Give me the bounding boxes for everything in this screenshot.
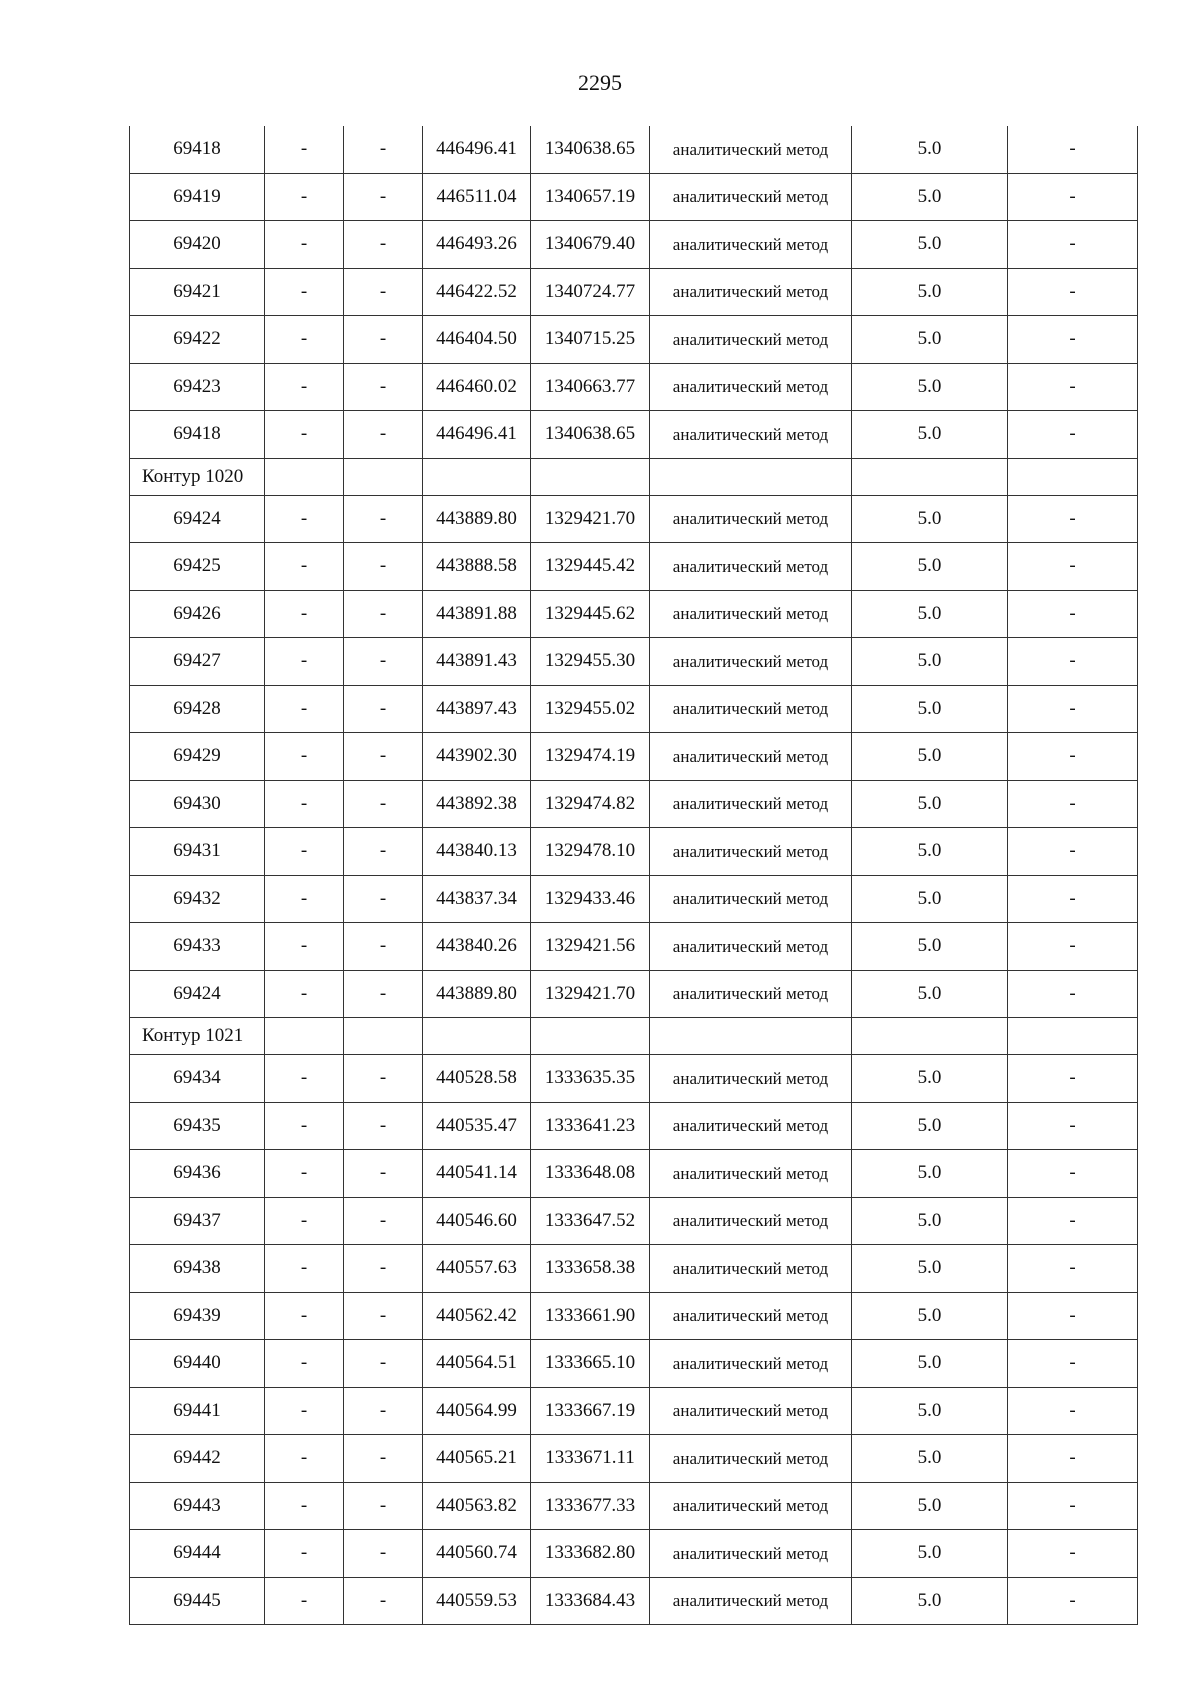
table-row (130, 363, 1138, 411)
point-id-cell: 69436 (130, 1150, 265, 1198)
column-8-cell: - (1008, 173, 1138, 221)
y-coordinate-cell: 1329421.70 (531, 970, 650, 1018)
method-cell: аналитический метод (650, 923, 852, 971)
column-2-cell: - (265, 1150, 344, 1198)
table-row (130, 1245, 1138, 1293)
column-2-cell: - (265, 590, 344, 638)
column-2-cell: - (265, 1245, 344, 1293)
accuracy-cell: 5.0 (852, 828, 1008, 876)
column-8-cell: - (1008, 316, 1138, 364)
method-cell: аналитический метод (650, 173, 852, 221)
point-id-cell: 69435 (130, 1102, 265, 1150)
method-cell: аналитический метод (650, 1150, 852, 1198)
point-id-cell: 69437 (130, 1197, 265, 1245)
x-coordinate-cell: 440564.51 (423, 1340, 531, 1388)
method-cell: аналитический метод (650, 1197, 852, 1245)
column-3-cell: - (344, 923, 423, 971)
column-3-cell: - (344, 970, 423, 1018)
point-id-cell: 69439 (130, 1292, 265, 1340)
column-3-cell: - (344, 1387, 423, 1435)
method-cell: аналитический метод (650, 543, 852, 591)
point-id-cell: 69419 (130, 173, 265, 221)
point-id-cell: 69423 (130, 363, 265, 411)
column-3-cell: - (344, 173, 423, 221)
column-3-cell: - (344, 411, 423, 459)
accuracy-cell: 5.0 (852, 1245, 1008, 1293)
column-2-cell: - (265, 268, 344, 316)
x-coordinate-cell: 440528.58 (423, 1055, 531, 1103)
column-8-cell: - (1008, 495, 1138, 543)
point-id-cell: 69441 (130, 1387, 265, 1435)
x-coordinate-cell: 443889.80 (423, 970, 531, 1018)
point-id-cell: 69430 (130, 780, 265, 828)
x-coordinate-cell: 440546.60 (423, 1197, 531, 1245)
column-3-cell: - (344, 828, 423, 876)
y-coordinate-cell: 1340663.77 (531, 363, 650, 411)
column-8-cell: - (1008, 780, 1138, 828)
contour-header-row (130, 1018, 1138, 1055)
y-coordinate-cell: 1329478.10 (531, 828, 650, 876)
empty-cell (531, 458, 650, 495)
y-coordinate-cell: 1329445.62 (531, 590, 650, 638)
x-coordinate-cell: 446422.52 (423, 268, 531, 316)
x-coordinate-cell: 443897.43 (423, 685, 531, 733)
x-coordinate-cell: 440563.82 (423, 1482, 531, 1530)
point-id-cell: 69431 (130, 828, 265, 876)
column-8-cell: - (1008, 733, 1138, 781)
x-coordinate-cell: 440535.47 (423, 1102, 531, 1150)
point-id-cell: 69433 (130, 923, 265, 971)
column-2-cell: - (265, 1292, 344, 1340)
point-id-cell: 69432 (130, 875, 265, 923)
y-coordinate-cell: 1333667.19 (531, 1387, 650, 1435)
method-cell: аналитический метод (650, 638, 852, 686)
accuracy-cell: 5.0 (852, 1340, 1008, 1388)
accuracy-cell: 5.0 (852, 126, 1008, 173)
method-cell: аналитический метод (650, 126, 852, 173)
column-3-cell: - (344, 1577, 423, 1625)
accuracy-cell: 5.0 (852, 1577, 1008, 1625)
accuracy-cell: 5.0 (852, 638, 1008, 686)
x-coordinate-cell: 443892.38 (423, 780, 531, 828)
column-2-cell: - (265, 828, 344, 876)
accuracy-cell: 5.0 (852, 1435, 1008, 1483)
table-row (130, 1197, 1138, 1245)
column-2-cell: - (265, 1530, 344, 1578)
column-2-cell: - (265, 1340, 344, 1388)
column-3-cell: - (344, 316, 423, 364)
column-3-cell: - (344, 733, 423, 781)
column-8-cell: - (1008, 126, 1138, 173)
accuracy-cell: 5.0 (852, 221, 1008, 269)
x-coordinate-cell: 443840.13 (423, 828, 531, 876)
accuracy-cell: 5.0 (852, 1150, 1008, 1198)
point-id-cell: 69418 (130, 126, 265, 173)
empty-cell (265, 1018, 344, 1055)
x-coordinate-cell: 446460.02 (423, 363, 531, 411)
x-coordinate-cell: 443837.34 (423, 875, 531, 923)
contour-label: Контур 1020 (130, 458, 265, 495)
accuracy-cell: 5.0 (852, 733, 1008, 781)
column-2-cell: - (265, 1577, 344, 1625)
column-3-cell: - (344, 268, 423, 316)
accuracy-cell: 5.0 (852, 1055, 1008, 1103)
column-8-cell: - (1008, 1150, 1138, 1198)
column-2-cell: - (265, 685, 344, 733)
column-2-cell: - (265, 923, 344, 971)
y-coordinate-cell: 1329455.02 (531, 685, 650, 733)
page-number: 2295 (578, 70, 622, 95)
table-row (130, 1482, 1138, 1530)
y-coordinate-cell: 1333682.80 (531, 1530, 650, 1578)
table-row (130, 495, 1138, 543)
table-body (130, 126, 1138, 1625)
empty-cell (423, 1018, 531, 1055)
y-coordinate-cell: 1333661.90 (531, 1292, 650, 1340)
point-id-cell: 69425 (130, 543, 265, 591)
column-8-cell: - (1008, 543, 1138, 591)
empty-cell (852, 458, 1008, 495)
method-cell: аналитический метод (650, 1482, 852, 1530)
table-row (130, 221, 1138, 269)
accuracy-cell: 5.0 (852, 875, 1008, 923)
table-row (130, 733, 1138, 781)
column-2-cell: - (265, 1102, 344, 1150)
column-8-cell: - (1008, 685, 1138, 733)
y-coordinate-cell: 1340638.65 (531, 126, 650, 173)
accuracy-cell: 5.0 (852, 685, 1008, 733)
column-3-cell: - (344, 1482, 423, 1530)
column-2-cell: - (265, 1197, 344, 1245)
table-row (130, 543, 1138, 591)
empty-cell (344, 1018, 423, 1055)
method-cell: аналитический метод (650, 411, 852, 459)
method-cell: аналитический метод (650, 1102, 852, 1150)
column-8-cell: - (1008, 923, 1138, 971)
empty-cell (265, 458, 344, 495)
point-id-cell: 69440 (130, 1340, 265, 1388)
column-2-cell: - (265, 875, 344, 923)
empty-cell (852, 1018, 1008, 1055)
y-coordinate-cell: 1333641.23 (531, 1102, 650, 1150)
y-coordinate-cell: 1333684.43 (531, 1577, 650, 1625)
column-8-cell: - (1008, 268, 1138, 316)
x-coordinate-cell: 440560.74 (423, 1530, 531, 1578)
column-2-cell: - (265, 638, 344, 686)
table-row (130, 1292, 1138, 1340)
x-coordinate-cell: 440541.14 (423, 1150, 531, 1198)
point-id-cell: 69434 (130, 1055, 265, 1103)
column-8-cell: - (1008, 363, 1138, 411)
column-2-cell: - (265, 1482, 344, 1530)
y-coordinate-cell: 1329445.42 (531, 543, 650, 591)
table-row (130, 1055, 1138, 1103)
empty-cell (650, 458, 852, 495)
y-coordinate-cell: 1340638.65 (531, 411, 650, 459)
method-cell: аналитический метод (650, 685, 852, 733)
column-3-cell: - (344, 126, 423, 173)
point-id-cell: 69420 (130, 221, 265, 269)
y-coordinate-cell: 1329474.19 (531, 733, 650, 781)
column-2-cell: - (265, 411, 344, 459)
table-row (130, 411, 1138, 459)
y-coordinate-cell: 1340657.19 (531, 173, 650, 221)
column-8-cell: - (1008, 1482, 1138, 1530)
column-8-cell: - (1008, 590, 1138, 638)
empty-cell (650, 1018, 852, 1055)
method-cell: аналитический метод (650, 1245, 852, 1293)
coordinates-table (129, 126, 1138, 1625)
table-row (130, 1340, 1138, 1388)
method-cell: аналитический метод (650, 1055, 852, 1103)
y-coordinate-cell: 1329433.46 (531, 875, 650, 923)
x-coordinate-cell: 443888.58 (423, 543, 531, 591)
point-id-cell: 69444 (130, 1530, 265, 1578)
accuracy-cell: 5.0 (852, 1102, 1008, 1150)
empty-cell (1008, 1018, 1138, 1055)
y-coordinate-cell: 1340715.25 (531, 316, 650, 364)
column-8-cell: - (1008, 1435, 1138, 1483)
column-3-cell: - (344, 543, 423, 591)
x-coordinate-cell: 440565.21 (423, 1435, 531, 1483)
y-coordinate-cell: 1333671.11 (531, 1435, 650, 1483)
column-2-cell: - (265, 1435, 344, 1483)
y-coordinate-cell: 1333648.08 (531, 1150, 650, 1198)
column-2-cell: - (265, 363, 344, 411)
table-row (130, 1150, 1138, 1198)
column-2-cell: - (265, 780, 344, 828)
y-coordinate-cell: 1329421.56 (531, 923, 650, 971)
column-2-cell: - (265, 495, 344, 543)
accuracy-cell: 5.0 (852, 268, 1008, 316)
x-coordinate-cell: 440564.99 (423, 1387, 531, 1435)
method-cell: аналитический метод (650, 316, 852, 364)
point-id-cell: 69426 (130, 590, 265, 638)
column-3-cell: - (344, 590, 423, 638)
accuracy-cell: 5.0 (852, 1197, 1008, 1245)
column-8-cell: - (1008, 1387, 1138, 1435)
column-8-cell: - (1008, 1055, 1138, 1103)
column-8-cell: - (1008, 1245, 1138, 1293)
column-3-cell: - (344, 1055, 423, 1103)
x-coordinate-cell: 446511.04 (423, 173, 531, 221)
contour-header-row (130, 458, 1138, 495)
column-3-cell: - (344, 1435, 423, 1483)
column-8-cell: - (1008, 221, 1138, 269)
column-3-cell: - (344, 1102, 423, 1150)
x-coordinate-cell: 446496.41 (423, 411, 531, 459)
table-row (130, 780, 1138, 828)
y-coordinate-cell: 1333635.35 (531, 1055, 650, 1103)
table-row (130, 126, 1138, 173)
table-row (130, 638, 1138, 686)
column-8-cell: - (1008, 1102, 1138, 1150)
column-3-cell: - (344, 1530, 423, 1578)
column-2-cell: - (265, 733, 344, 781)
column-2-cell: - (265, 970, 344, 1018)
column-3-cell: - (344, 1150, 423, 1198)
point-id-cell: 69428 (130, 685, 265, 733)
column-3-cell: - (344, 1292, 423, 1340)
x-coordinate-cell: 443889.80 (423, 495, 531, 543)
point-id-cell: 69427 (130, 638, 265, 686)
column-8-cell: - (1008, 1530, 1138, 1578)
accuracy-cell: 5.0 (852, 970, 1008, 1018)
method-cell: аналитический метод (650, 970, 852, 1018)
column-3-cell: - (344, 495, 423, 543)
column-2-cell: - (265, 173, 344, 221)
x-coordinate-cell: 443891.88 (423, 590, 531, 638)
column-3-cell: - (344, 221, 423, 269)
x-coordinate-cell: 443840.26 (423, 923, 531, 971)
point-id-cell: 69422 (130, 316, 265, 364)
method-cell: аналитический метод (650, 875, 852, 923)
point-id-cell: 69418 (130, 411, 265, 459)
method-cell: аналитический метод (650, 733, 852, 781)
table-row (130, 1102, 1138, 1150)
column-2-cell: - (265, 1387, 344, 1435)
column-8-cell: - (1008, 411, 1138, 459)
method-cell: аналитический метод (650, 221, 852, 269)
y-coordinate-cell: 1329474.82 (531, 780, 650, 828)
method-cell: аналитический метод (650, 1340, 852, 1388)
column-2-cell: - (265, 1055, 344, 1103)
y-coordinate-cell: 1333677.33 (531, 1482, 650, 1530)
method-cell: аналитический метод (650, 780, 852, 828)
column-8-cell: - (1008, 638, 1138, 686)
accuracy-cell: 5.0 (852, 590, 1008, 638)
table-row (130, 1530, 1138, 1578)
y-coordinate-cell: 1333665.10 (531, 1340, 650, 1388)
column-8-cell: - (1008, 875, 1138, 923)
method-cell: аналитический метод (650, 1387, 852, 1435)
table-row (130, 875, 1138, 923)
x-coordinate-cell: 440559.53 (423, 1577, 531, 1625)
column-3-cell: - (344, 1197, 423, 1245)
y-coordinate-cell: 1329455.30 (531, 638, 650, 686)
empty-cell (1008, 458, 1138, 495)
table-row (130, 970, 1138, 1018)
table-row (130, 316, 1138, 364)
column-8-cell: - (1008, 1197, 1138, 1245)
y-coordinate-cell: 1340724.77 (531, 268, 650, 316)
column-8-cell: - (1008, 828, 1138, 876)
y-coordinate-cell: 1329421.70 (531, 495, 650, 543)
accuracy-cell: 5.0 (852, 316, 1008, 364)
column-3-cell: - (344, 363, 423, 411)
table-row (130, 923, 1138, 971)
table-row (130, 173, 1138, 221)
table-row (130, 1577, 1138, 1625)
point-id-cell: 69438 (130, 1245, 265, 1293)
column-2-cell: - (265, 221, 344, 269)
accuracy-cell: 5.0 (852, 1292, 1008, 1340)
accuracy-cell: 5.0 (852, 1387, 1008, 1435)
column-3-cell: - (344, 685, 423, 733)
point-id-cell: 69429 (130, 733, 265, 781)
method-cell: аналитический метод (650, 1530, 852, 1578)
accuracy-cell: 5.0 (852, 780, 1008, 828)
x-coordinate-cell: 443902.30 (423, 733, 531, 781)
empty-cell (344, 458, 423, 495)
contour-label: Контур 1021 (130, 1018, 265, 1055)
column-8-cell: - (1008, 1340, 1138, 1388)
table-row (130, 828, 1138, 876)
x-coordinate-cell: 446493.26 (423, 221, 531, 269)
column-3-cell: - (344, 1340, 423, 1388)
empty-cell (531, 1018, 650, 1055)
method-cell: аналитический метод (650, 1435, 852, 1483)
point-id-cell: 69424 (130, 495, 265, 543)
table-row (130, 590, 1138, 638)
y-coordinate-cell: 1333647.52 (531, 1197, 650, 1245)
column-3-cell: - (344, 780, 423, 828)
accuracy-cell: 5.0 (852, 495, 1008, 543)
y-coordinate-cell: 1333658.38 (531, 1245, 650, 1293)
x-coordinate-cell: 440562.42 (423, 1292, 531, 1340)
empty-cell (423, 458, 531, 495)
point-id-cell: 69442 (130, 1435, 265, 1483)
column-3-cell: - (344, 875, 423, 923)
column-2-cell: - (265, 316, 344, 364)
column-2-cell: - (265, 543, 344, 591)
point-id-cell: 69424 (130, 970, 265, 1018)
point-id-cell: 69443 (130, 1482, 265, 1530)
accuracy-cell: 5.0 (852, 411, 1008, 459)
method-cell: аналитический метод (650, 828, 852, 876)
method-cell: аналитический метод (650, 495, 852, 543)
x-coordinate-cell: 446496.41 (423, 126, 531, 173)
method-cell: аналитический метод (650, 1292, 852, 1340)
y-coordinate-cell: 1340679.40 (531, 221, 650, 269)
method-cell: аналитический метод (650, 363, 852, 411)
table-row (130, 685, 1138, 733)
accuracy-cell: 5.0 (852, 173, 1008, 221)
column-2-cell: - (265, 126, 344, 173)
accuracy-cell: 5.0 (852, 363, 1008, 411)
accuracy-cell: 5.0 (852, 1482, 1008, 1530)
column-3-cell: - (344, 1245, 423, 1293)
table-row (130, 268, 1138, 316)
method-cell: аналитический метод (650, 1577, 852, 1625)
point-id-cell: 69421 (130, 268, 265, 316)
method-cell: аналитический метод (650, 268, 852, 316)
accuracy-cell: 5.0 (852, 1530, 1008, 1578)
method-cell: аналитический метод (650, 590, 852, 638)
accuracy-cell: 5.0 (852, 923, 1008, 971)
x-coordinate-cell: 440557.63 (423, 1245, 531, 1293)
x-coordinate-cell: 446404.50 (423, 316, 531, 364)
column-8-cell: - (1008, 1577, 1138, 1625)
column-3-cell: - (344, 638, 423, 686)
x-coordinate-cell: 443891.43 (423, 638, 531, 686)
accuracy-cell: 5.0 (852, 543, 1008, 591)
column-8-cell: - (1008, 1292, 1138, 1340)
column-8-cell: - (1008, 970, 1138, 1018)
point-id-cell: 69445 (130, 1577, 265, 1625)
table-row (130, 1435, 1138, 1483)
table-row (130, 1387, 1138, 1435)
